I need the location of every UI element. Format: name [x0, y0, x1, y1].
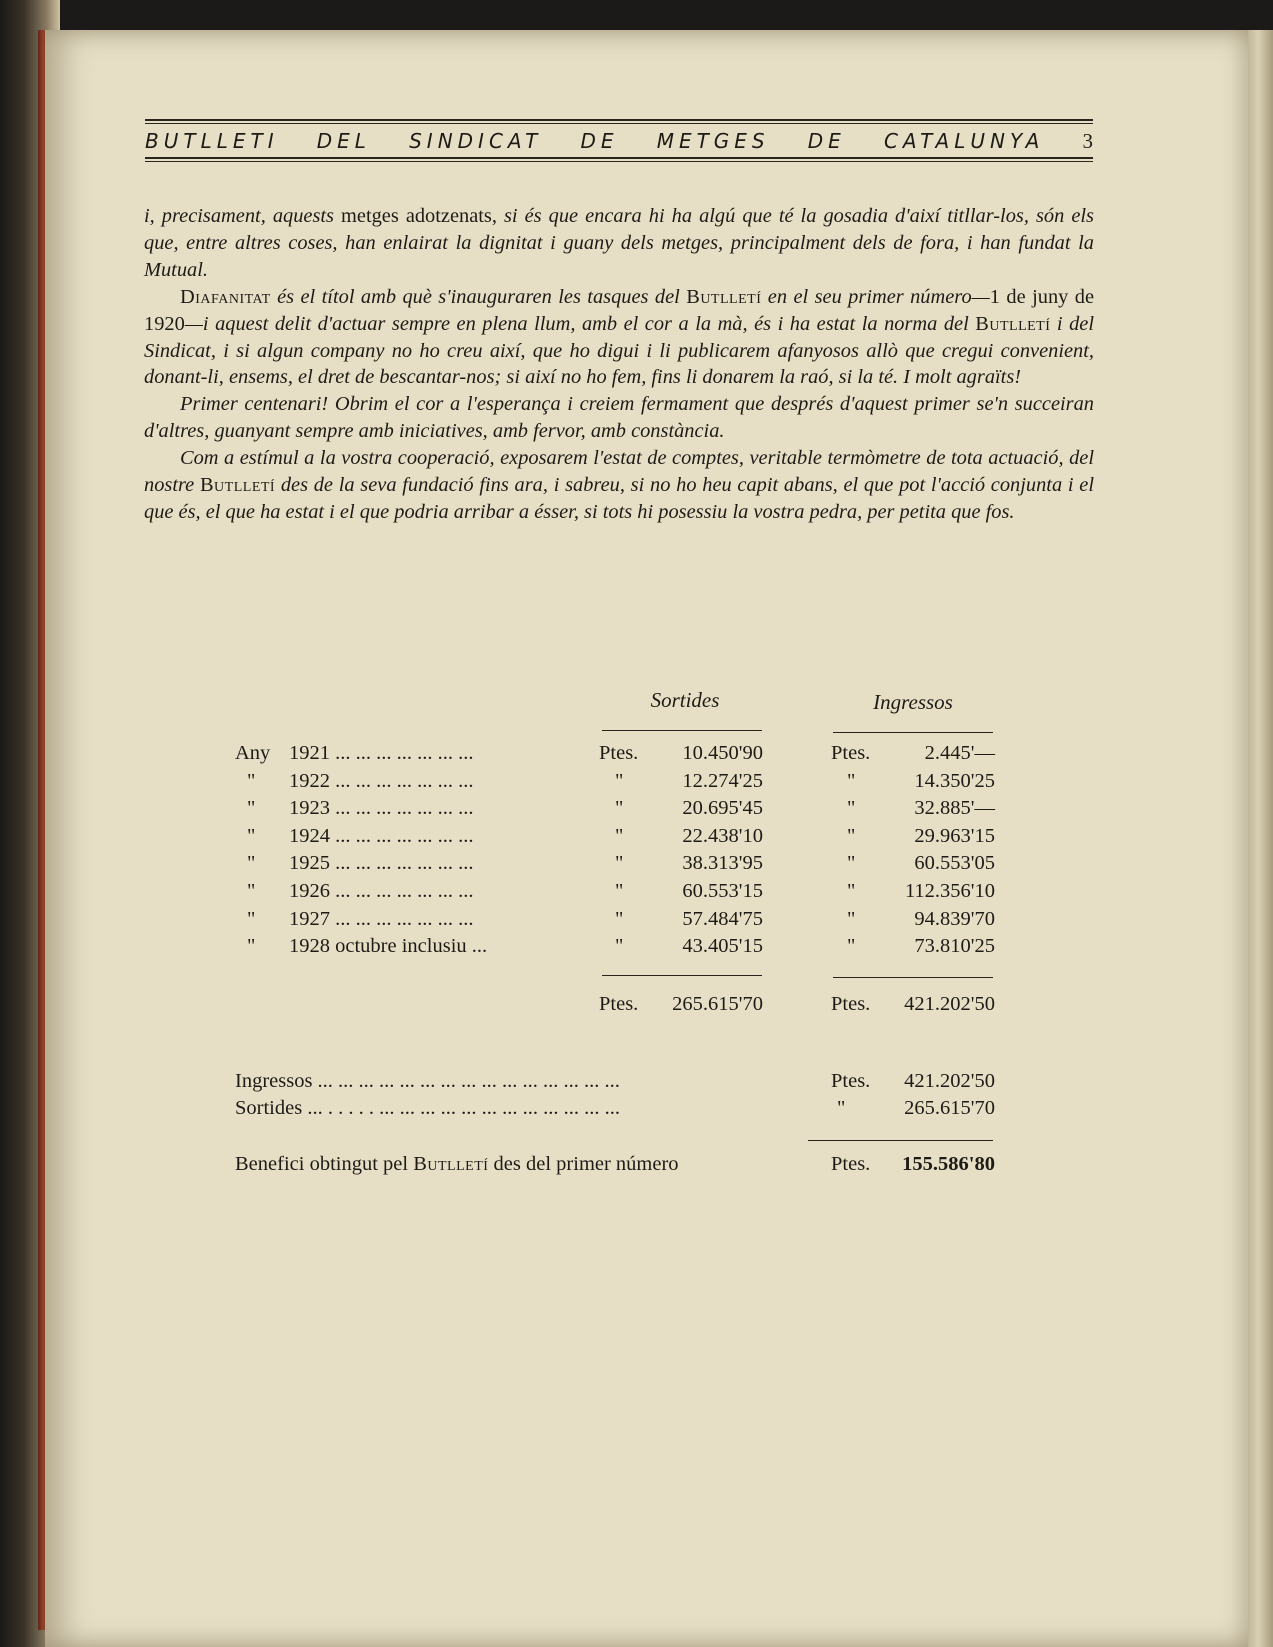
header-word: DEL	[316, 129, 371, 153]
paragraph-4: Com a estímul a la vostra cooperació, exposarem l'estat de comptes, veritable termòmetre de tota actuació, del nostre Butlletí des de la seva fundació fins ara, i sabreu, si no ho heu capit abans, el que pot l'acció conjunta i el que és, el que ha estat i el que podria arribar a ésser, si tots hi posessiu la vostra pedra, per petita que fos.	[144, 447, 1094, 523]
header-word: SINDICAT	[409, 129, 543, 153]
sortides-currency: "	[615, 907, 624, 930]
table-row	[235, 852, 995, 879]
sortides-currency: "	[615, 824, 624, 847]
summary-rule	[808, 1140, 993, 1141]
table-row	[235, 742, 995, 769]
col-header-sortides: Sortides	[650, 688, 720, 712]
row-year: 1928 octubre inclusiu ...	[289, 935, 488, 958]
page-number: 3	[1082, 129, 1093, 153]
ingressos-currency: "	[847, 880, 856, 902]
sortides-currency: "	[615, 797, 624, 820]
ingressos-value: 2.445'—	[924, 742, 995, 764]
sortides-currency: "	[615, 880, 624, 902]
ingressos-value: 14.350'25	[914, 769, 995, 792]
header-rule-bottom	[145, 157, 1093, 159]
summary-benefici-value: 155.586'80	[902, 1153, 995, 1175]
running-header	[145, 119, 1093, 161]
summary-sortides-label: Sortides ... . . . . . ... ... ... ... ... ... ... ... ... ... ... ...	[235, 1097, 620, 1119]
summary-benefici-row	[235, 1153, 995, 1180]
col-rule-ingressos	[833, 732, 993, 733]
table-row	[235, 908, 995, 935]
summary-sortides-currency: "	[837, 1097, 846, 1119]
total-rule-ingressos	[833, 977, 993, 978]
header-word: METGES	[656, 129, 770, 153]
row-year: 1926 ... ... ... ... ... ... ...	[289, 880, 474, 902]
page-edges	[1248, 30, 1273, 1647]
sortides-currency: "	[615, 769, 624, 792]
summary-ingressos-label: Ingressos ... ... ... ... ... ... ... ... ... ... ... ... ... ... ...	[235, 1070, 620, 1092]
total-rule-sortides	[602, 975, 762, 976]
summary-benefici-label: Benefici obtingut pel Butlletí des del primer número	[235, 1153, 679, 1175]
total-ingressos-value: 421.202'50	[904, 993, 995, 1015]
header-rule-top-thin	[145, 123, 1093, 124]
row-year: 1924 ... ... ... ... ... ... ...	[289, 824, 474, 847]
row-year: 1921 ... ... ... ... ... ... ...	[289, 742, 474, 764]
header-word: DE	[807, 129, 846, 153]
ingressos-value: 73.810'25	[914, 935, 995, 958]
table-row	[235, 797, 995, 824]
summary-benefici-currency: Ptes.	[831, 1153, 871, 1175]
row-year: 1923 ... ... ... ... ... ... ...	[289, 797, 474, 820]
ingressos-value: 32.885'—	[914, 797, 995, 820]
row-year: 1925 ... ... ... ... ... ... ...	[289, 852, 474, 875]
table-row	[235, 825, 995, 852]
row-prefix: "	[247, 769, 256, 792]
sortides-value: 12.274'25	[682, 769, 763, 792]
header-title	[145, 129, 1093, 154]
ingressos-currency: "	[847, 852, 856, 875]
ingressos-currency: "	[847, 824, 856, 847]
col-rule-sortides	[602, 730, 762, 731]
paragraph-1: i, precisament, aquests metges adotzenats, si és que encara hi ha algú que té la gosadia d'així titllar-los, són els que, entre altres coses, han enlairat la dignitat i guany dels metges, principalment dels de fora, i han fundat la Mutual.	[144, 205, 1094, 281]
sortides-currency: "	[615, 852, 624, 875]
paragraph-3: Primer centenari! Obrim el cor a l'esperança i creiem fermament que després d'aquest primer se'n succeiran d'altres, guanyant sempre amb iniciatives, amb fervor, amb constància.	[144, 393, 1094, 443]
header-word: CATALUNYA	[883, 129, 1045, 153]
table-row	[235, 935, 995, 962]
sortides-value: 10.450'90	[682, 742, 763, 764]
row-prefix: "	[247, 824, 256, 847]
table-row	[235, 770, 995, 797]
total-ingressos-currency: Ptes.	[831, 993, 871, 1015]
sortides-value: 60.553'15	[682, 880, 763, 902]
row-prefix: "	[247, 907, 256, 930]
header-word: BUTLLETI	[145, 129, 279, 153]
totals-row	[235, 993, 995, 1020]
summary-ingressos-value: 421.202'50	[904, 1070, 995, 1092]
total-sortides-value: 265.615'70	[672, 993, 763, 1015]
sortides-value: 20.695'45	[682, 797, 763, 820]
ingressos-value: 94.839'70	[914, 907, 995, 930]
table-row	[235, 880, 995, 907]
total-sortides-currency: Ptes.	[599, 993, 639, 1015]
row-prefix: Any	[235, 742, 271, 764]
ingressos-currency: "	[847, 907, 856, 930]
header-rule-top	[145, 119, 1093, 121]
ingressos-value: 112.356'10	[904, 880, 995, 902]
sortides-currency: Ptes.	[599, 742, 639, 764]
sortides-value: 57.484'75	[682, 907, 763, 930]
ingressos-currency: "	[847, 797, 856, 820]
sortides-currency: "	[615, 935, 624, 958]
row-prefix: "	[247, 935, 256, 958]
summary-sortides-row	[235, 1097, 995, 1124]
ingressos-currency: "	[847, 935, 856, 958]
row-prefix: "	[247, 880, 256, 902]
row-year: 1922 ... ... ... ... ... ... ...	[289, 769, 474, 792]
paragraph-2: Diafanitat és el títol amb què s'inauguraren les tasques del Butlletí en el seu primer número—1 de juny de 1920—i aquest delit d'actuar sempre en plena llum, amb el cor a la mà, és i ha estat la norma del Butlletí i del Sindicat, i si algun company no ho creu així, que ho digui i li publicarem afanyosos allò que cregui convenient, donant-li, ensems, el dret de bescantar-nos; si així no ho fem, fins li donarem la raó, si la té. I molt agraïts!	[144, 285, 1094, 389]
header-word: DE	[580, 129, 619, 153]
ingressos-value: 60.553'05	[914, 852, 995, 875]
ingressos-currency: "	[847, 769, 856, 792]
sortides-value: 43.405'15	[682, 935, 763, 958]
row-year: 1927 ... ... ... ... ... ... ...	[289, 907, 474, 930]
col-header-ingressos: Ingressos	[873, 690, 953, 714]
summary-ingressos-currency: Ptes.	[831, 1070, 871, 1092]
ingressos-value: 29.963'15	[914, 824, 995, 847]
row-prefix: "	[247, 852, 256, 875]
sortides-value: 22.438'10	[682, 824, 763, 847]
article-body	[144, 203, 1094, 526]
row-prefix: "	[247, 797, 256, 820]
header-rule-bottom-thin	[145, 161, 1093, 162]
summary-ingressos-row	[235, 1070, 995, 1097]
summary-sortides-value: 265.615'70	[904, 1097, 995, 1119]
sortides-value: 38.313'95	[682, 852, 763, 875]
ingressos-currency: Ptes.	[831, 742, 871, 764]
